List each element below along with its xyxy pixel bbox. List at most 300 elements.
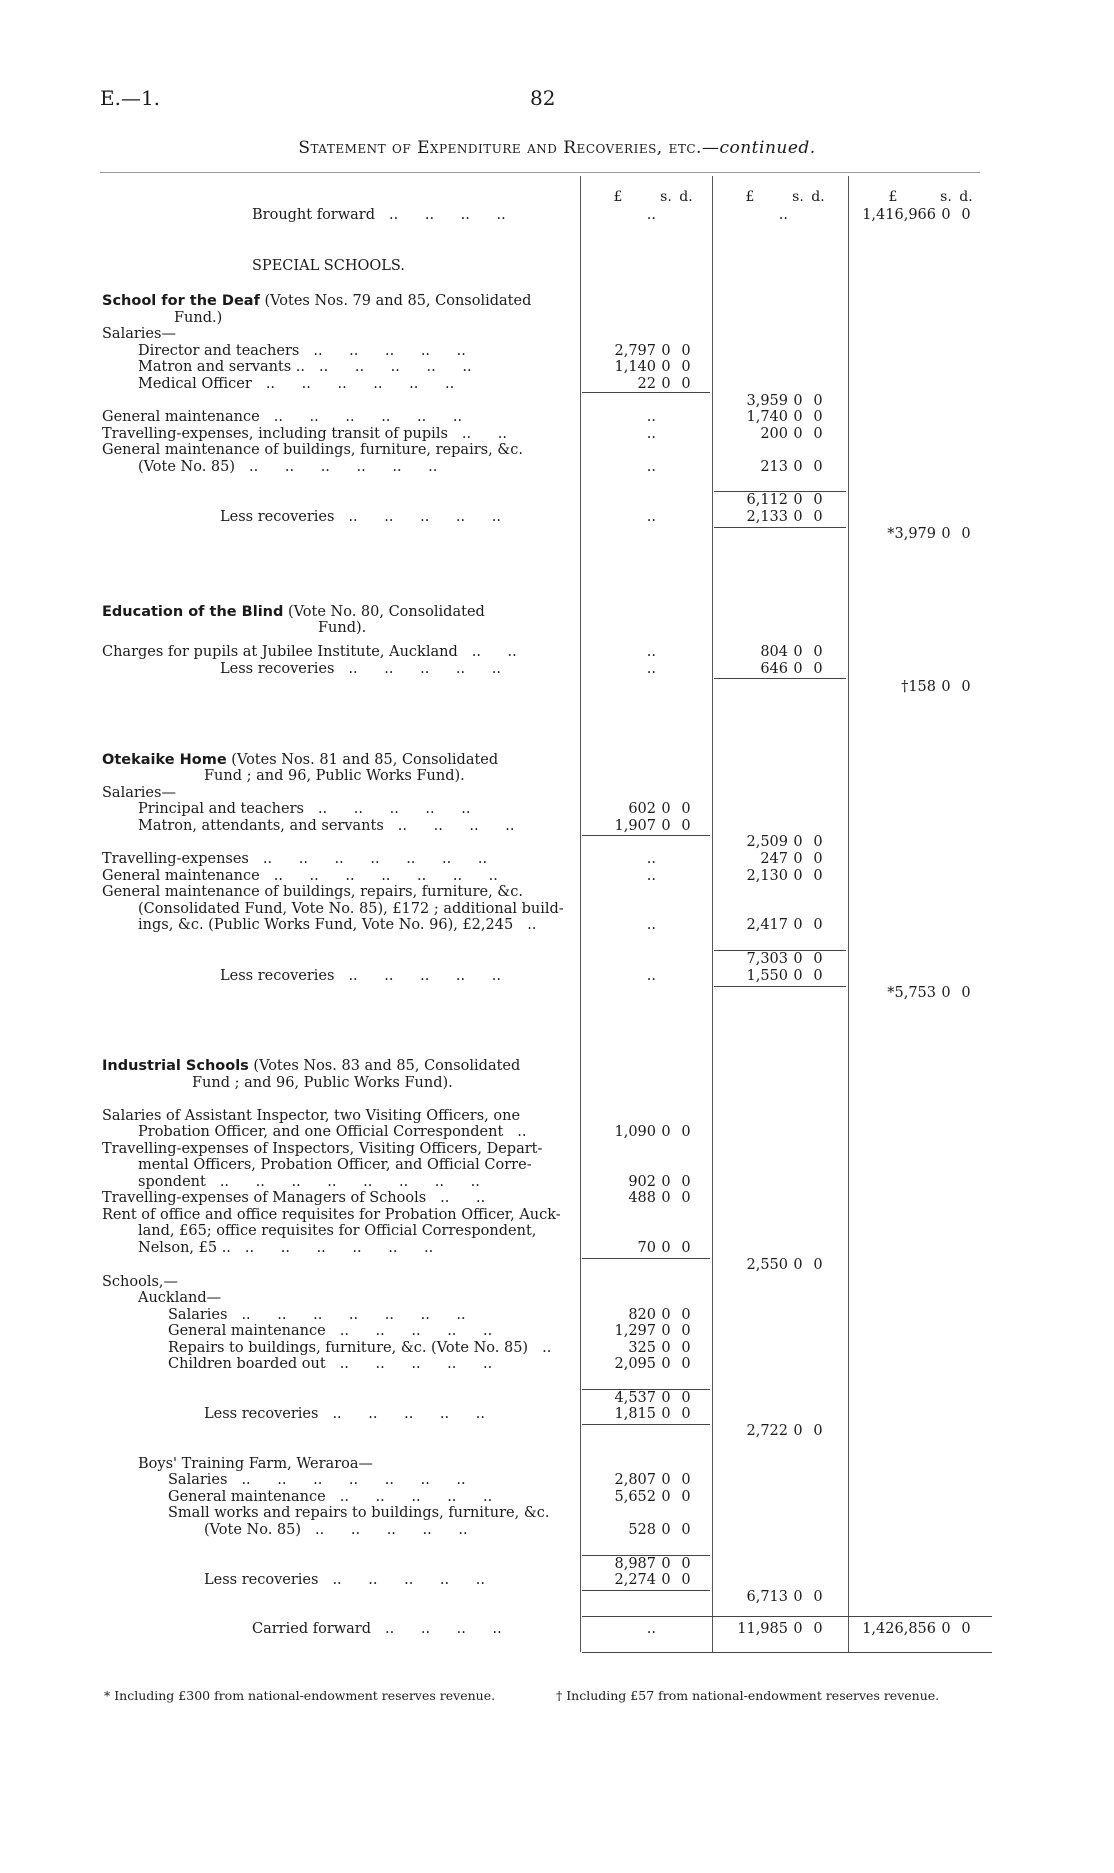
table-row [0,492,1114,509]
pounds-value: .. [646,426,656,442]
page-title [0,138,1114,158]
title-continued: continued. [719,138,816,158]
row-label [102,326,176,343]
amount-cell [712,868,842,885]
pence-value: 0 [681,343,691,359]
pounds-value: 11,985 [737,1621,788,1637]
amount-cell [712,968,842,985]
pence-value: 0 [961,207,971,223]
amount-cell [712,851,842,868]
pence-value: 0 [681,359,691,375]
row-label [102,409,462,426]
row-label [138,376,454,393]
shillings-value: 0 [661,1406,671,1422]
row-text: Director and teachers [138,343,300,359]
table-row [0,644,1114,661]
row-label [138,1290,221,1307]
leader-dots: .. .. .. .. .. .. [265,376,455,392]
row-text: (Consolidated Fund, Vote No. 85), £172 ; additional build- [138,901,564,917]
leader-dots: .. .. [471,644,517,660]
shillings-value: 0 [793,1257,803,1273]
shillings-value: 0 [793,1423,803,1439]
table-row [0,951,1114,968]
pounds-value: 213 [760,459,788,475]
table-row [0,985,1114,1002]
shillings-value: 0 [793,409,803,425]
shillings-value: 0 [941,985,951,1001]
pence-value: 0 [813,1621,823,1637]
row-text: Rent of office and office requisites for Probation Officer, Auck- [102,1207,561,1223]
row-text: Fund). [318,620,367,636]
amount-cell [580,409,710,426]
row-label [220,968,501,985]
shillings-value: 0 [941,679,951,695]
shillings-value: 0 [661,1323,671,1339]
pounds-value: 2,274 [614,1572,656,1588]
row-label [138,1124,527,1141]
row-text: Salaries— [102,785,176,801]
shillings-value: 0 [661,801,671,817]
table-row [0,1290,1114,1307]
amount-cell [712,1423,842,1440]
row-label [204,1522,468,1539]
table-row [0,1075,1114,1092]
shillings-value: 0 [661,1489,671,1505]
table-row [0,1456,1114,1473]
table-row [0,526,1114,543]
table-row [0,818,1114,835]
pence-value: 0 [813,868,823,884]
amount-cell [712,661,842,678]
leader-dots: .. .. [440,1190,486,1206]
leader-dots: .. .. .. .. .. .. .. [241,1307,466,1323]
row-text: mental Officers, Probation Officer, and Official Corre- [138,1157,532,1173]
leader-dots: .. .. .. .. .. [348,509,501,525]
amount-cell [580,1390,710,1407]
pence-value: 0 [681,1472,691,1488]
row-text: Nelson, £5 .. [138,1240,231,1256]
row-text: Less recoveries [204,1406,319,1422]
row-text: Travelling-expenses of Managers of Schools [102,1190,427,1206]
row-label [168,1489,492,1506]
pence-value: 0 [681,1174,691,1190]
row-label [138,1157,532,1174]
row-text: Repairs to buildings, furniture, &c. (Vote No. 85) [168,1340,529,1356]
row-label [252,1621,502,1638]
row-label [204,768,465,785]
pounds-value: 5,652 [614,1489,656,1505]
row-text: General maintenance [168,1323,326,1339]
table-row [0,1274,1114,1291]
pounds-value: .. [646,207,656,223]
leader-dots: .. .. .. .. .. [319,359,472,375]
row-label [168,1505,549,1522]
row-label [102,884,523,901]
row-label [204,1406,485,1423]
pounds-value: 4,537 [614,1390,656,1406]
leader-dots: .. [527,917,537,933]
pounds-value: .. [646,851,656,867]
table-row [0,293,1114,310]
shillings-value: 0 [941,526,951,542]
row-label [138,801,470,818]
row-label [168,1323,492,1340]
column-header-row [0,189,1114,206]
amount-cell [580,376,710,393]
row-text: (Votes Nos. 79 and 85, Consolidated [259,293,532,309]
row-text: Salaries— [102,326,176,342]
table-row [0,1556,1114,1573]
amount-cell [580,868,710,885]
leader-dots: .. .. .. .. .. [348,968,501,984]
amount-cell [712,509,842,526]
total-rule [582,1616,992,1617]
pounds-value: 1,550 [746,968,788,984]
table-row [0,620,1114,637]
row-text: (Votes Nos. 81 and 85, Consolidated [226,752,499,768]
pence-value: 0 [813,644,823,660]
pounds-value: †158 [901,679,936,695]
row-label [174,310,222,327]
section-heading: Otekaike Home [102,752,227,768]
amount-cell [712,834,842,851]
amount-cell [712,393,842,410]
table-row [0,1472,1114,1489]
pounds-value: 1,090 [614,1124,656,1140]
table-row [0,868,1114,885]
pence-value: 0 [813,393,823,409]
row-label [138,1240,433,1257]
amount-cell [580,359,710,376]
table-row [0,326,1114,343]
amount-cell [712,951,842,968]
amount-cell [712,644,842,661]
pounds-value: 528 [628,1522,656,1538]
pence-value: 0 [813,1589,823,1605]
pounds-value: 488 [628,1190,656,1206]
row-text: General maintenance [102,409,260,425]
pence-value: 0 [813,968,823,984]
amount-cell [850,207,995,224]
row-label [102,426,507,443]
leader-dots: .. .. .. .. .. .. .. [241,1472,466,1488]
row-text: Small works and repairs to buildings, furniture, &c. [168,1505,550,1521]
table-row [0,1240,1114,1257]
pounds-value: 3,959 [746,393,788,409]
table-row [0,1340,1114,1357]
row-text: Medical Officer [138,376,252,392]
amount-cell [580,509,710,526]
row-label [204,1572,485,1589]
pence-value: 0 [813,1257,823,1273]
table-row [0,509,1114,526]
row-text: Principal and teachers [138,801,304,817]
amount-cell [712,917,842,934]
row-text: Salaries [168,1472,228,1488]
shillings-value: 0 [661,343,671,359]
amount-cell [850,526,995,543]
row-text: (Vote No. 85) [204,1522,302,1538]
pounds-value: 7,303 [746,951,788,967]
shillings-value: 0 [793,1621,803,1637]
shillings-value: 0 [661,1124,671,1140]
table-row [0,884,1114,901]
pounds-value: .. [646,459,656,475]
row-text: Less recoveries [220,509,335,525]
pence-value: 0 [681,818,691,834]
shillings-value: 0 [793,509,803,525]
table-row [0,310,1114,327]
row-label [220,661,501,678]
shillings-value: 0 [941,1621,951,1637]
row-text: SPECIAL SCHOOLS. [252,258,405,274]
shillings-value: 0 [793,393,803,409]
amount-cell [580,1190,710,1207]
row-label [102,752,498,769]
row-label [168,1340,551,1357]
amount-cell [580,1489,710,1506]
amount-cell [580,818,710,835]
row-text: Carried forward [252,1621,372,1637]
leader-dots: .. .. .. .. .. [315,1522,468,1538]
pence-value: 0 [813,459,823,475]
pence-value: 0 [681,1556,691,1572]
pence-header: d. [679,189,693,205]
pence-value: 0 [813,1423,823,1439]
row-text: Salaries of Assistant Inspector, two Visiting Officers, one [102,1108,521,1124]
pounds-value: 2,550 [746,1257,788,1273]
document-code: E.—1. [100,86,161,110]
leader-dots: .. .. .. .. .. .. [249,459,438,475]
shillings-value: 0 [661,1190,671,1206]
pounds-value: 2,417 [746,917,788,933]
table-row [0,1423,1114,1440]
pence-value: 0 [681,1356,691,1372]
shillings-value: 0 [661,1572,671,1588]
amount-cell [580,1307,710,1324]
pounds-value: 70 [637,1240,656,1256]
amount-cell [580,1340,710,1357]
shillings-value: 0 [661,1307,671,1323]
row-label [102,644,517,661]
pence-value: 0 [681,1190,691,1206]
shillings-value: 0 [793,851,803,867]
leader-dots: .. [517,1124,527,1140]
leader-dots: .. [542,1340,552,1356]
shillings-value: 0 [793,917,803,933]
pence-value: 0 [813,661,823,677]
table-row [0,1223,1114,1240]
row-label [168,1307,466,1324]
column-header-2 [712,189,842,206]
pounds-value: .. [646,409,656,425]
row-text: Brought forward [252,207,376,223]
pence-value: 0 [681,1489,691,1505]
row-label [138,343,466,360]
amount-cell [580,917,710,934]
shillings-value: 0 [661,1356,671,1372]
pence-value: 0 [681,1406,691,1422]
table-row [0,409,1114,426]
pence-value: 0 [961,526,971,542]
row-text: Travelling-expenses of Inspectors, Visiting Officers, Depart- [102,1141,543,1157]
table-row [0,1406,1114,1423]
row-text: General maintenance of buildings, repairs, furniture, &c. [102,884,523,900]
amount-cell [580,1240,710,1257]
amount-cell [580,1522,710,1539]
row-text: Auckland— [138,1290,222,1306]
row-label [102,1207,561,1224]
row-text: General maintenance of buildings, furniture, repairs, &c. [102,442,523,458]
table-row [0,801,1114,818]
table-row [0,1058,1114,1075]
row-label [138,818,514,835]
pounds-value: 820 [628,1307,656,1323]
table-row [0,752,1114,769]
row-label [102,1141,542,1158]
pounds-value: 2,133 [746,509,788,525]
row-label [102,1108,520,1125]
table-row [0,1157,1114,1174]
table-row [0,1621,1114,1638]
table-row [0,1141,1114,1158]
row-label [168,1472,466,1489]
row-label [192,1075,453,1092]
shillings-value: 0 [793,868,803,884]
pence-value: 0 [813,951,823,967]
row-text: ings, &c. (Public Works Fund, Vote No. 96), £2,245 [138,917,514,933]
leader-dots: .. .. .. .. .. .. .. [273,868,498,884]
row-label [252,258,405,275]
row-text: spondent [138,1174,206,1190]
leader-dots: .. .. .. .. [385,1621,502,1637]
pence-value: 0 [681,1390,691,1406]
amount-cell [580,1406,710,1423]
leader-dots: .. .. .. .. .. .. [244,1240,434,1256]
column-header-1 [580,189,710,206]
page-number: 82 [530,86,556,110]
row-label [318,620,366,637]
pence-value: 0 [813,509,823,525]
amount-cell [580,968,710,985]
pence-value: 0 [961,985,971,1001]
amount-cell [850,985,995,1002]
shillings-value: 0 [661,376,671,392]
table-row [0,1489,1114,1506]
row-text: (Votes Nos. 83 and 85, Consolidated [248,1058,521,1074]
table-row [0,901,1114,918]
leader-dots: .. .. .. .. .. .. [273,409,463,425]
bottom-rule [582,1652,992,1653]
leader-dots: .. .. .. .. .. [332,1572,485,1588]
pence-value: 0 [813,917,823,933]
table-row [0,1207,1114,1224]
pounds-value: 804 [760,644,788,660]
amount-cell [580,1174,710,1191]
pounds-value: .. [646,644,656,660]
pounds-value: 6,112 [746,492,788,508]
shillings-value: 0 [793,459,803,475]
pounds-value: 247 [760,851,788,867]
pounds-value: 2,130 [746,868,788,884]
row-text: Salaries [168,1307,228,1323]
pounds-value: .. [646,917,656,933]
shillings-value: 0 [793,968,803,984]
leader-dots: .. .. .. .. .. [339,1323,493,1339]
pence-value: 0 [681,1124,691,1140]
shillings-value: 0 [661,1174,671,1190]
pounds-value: 8,987 [614,1556,656,1572]
leader-dots: .. .. .. .. .. [313,343,466,359]
table-row [0,604,1114,621]
pounds-value: 1,907 [614,818,656,834]
pounds-value: 2,095 [614,1356,656,1372]
row-label [138,459,437,476]
amount-cell [712,459,842,476]
amount-cell [580,207,710,224]
pounds-value: 2,509 [746,834,788,850]
row-text: Fund ; and 96, Public Works Fund). [192,1075,453,1091]
leader-dots: .. .. .. .. .. [348,661,501,677]
row-text: Boys' Training Farm, Weraroa— [138,1456,374,1472]
pounds-value: 602 [628,801,656,817]
row-text: Matron, attendants, and servants [138,818,384,834]
amount-cell [580,343,710,360]
pounds-value: .. [646,509,656,525]
row-text: Probation Officer, and one Official Correspondent [138,1124,504,1140]
row-text: Less recoveries [220,968,335,984]
pounds-value: 325 [628,1340,656,1356]
pence-value: 0 [681,1522,691,1538]
table-row [0,1307,1114,1324]
footnote-dagger: † Including £57 from national-endowment reserves revenue. [556,1688,940,1703]
pounds-value: 1,140 [614,359,656,375]
leader-dots: .. .. .. .. .. .. .. [262,851,488,867]
pounds-value: 22 [637,376,656,392]
table-row [0,968,1114,985]
leader-dots: .. .. .. .. .. [317,801,471,817]
table-row [0,426,1114,443]
row-text: Less recoveries [204,1572,319,1588]
table-row [0,1257,1114,1274]
pence-value: 0 [813,834,823,850]
amount-cell [712,492,842,509]
pence-value: 0 [961,1621,971,1637]
pounds-value: .. [646,868,656,884]
pence-value: 0 [681,376,691,392]
row-label [102,851,487,868]
row-label [168,1356,492,1373]
amount-cell [712,1257,842,1274]
row-label [102,1274,178,1291]
row-label [102,293,531,310]
table-row [0,393,1114,410]
row-label [102,1058,520,1075]
pounds-value: 646 [760,661,788,677]
row-text: Charges for pupils at Jubilee Institute, Auckland [102,644,458,660]
pounds-value: 6,713 [746,1589,788,1605]
amount-cell [580,644,710,661]
pence-header: d. [811,189,825,205]
amount-cell [580,1323,710,1340]
table-row [0,459,1114,476]
table-row [0,359,1114,376]
row-text: General maintenance [102,868,260,884]
table-row [0,1589,1114,1606]
table-row [0,1108,1114,1125]
amount-cell [580,1356,710,1373]
table-row [0,917,1114,934]
